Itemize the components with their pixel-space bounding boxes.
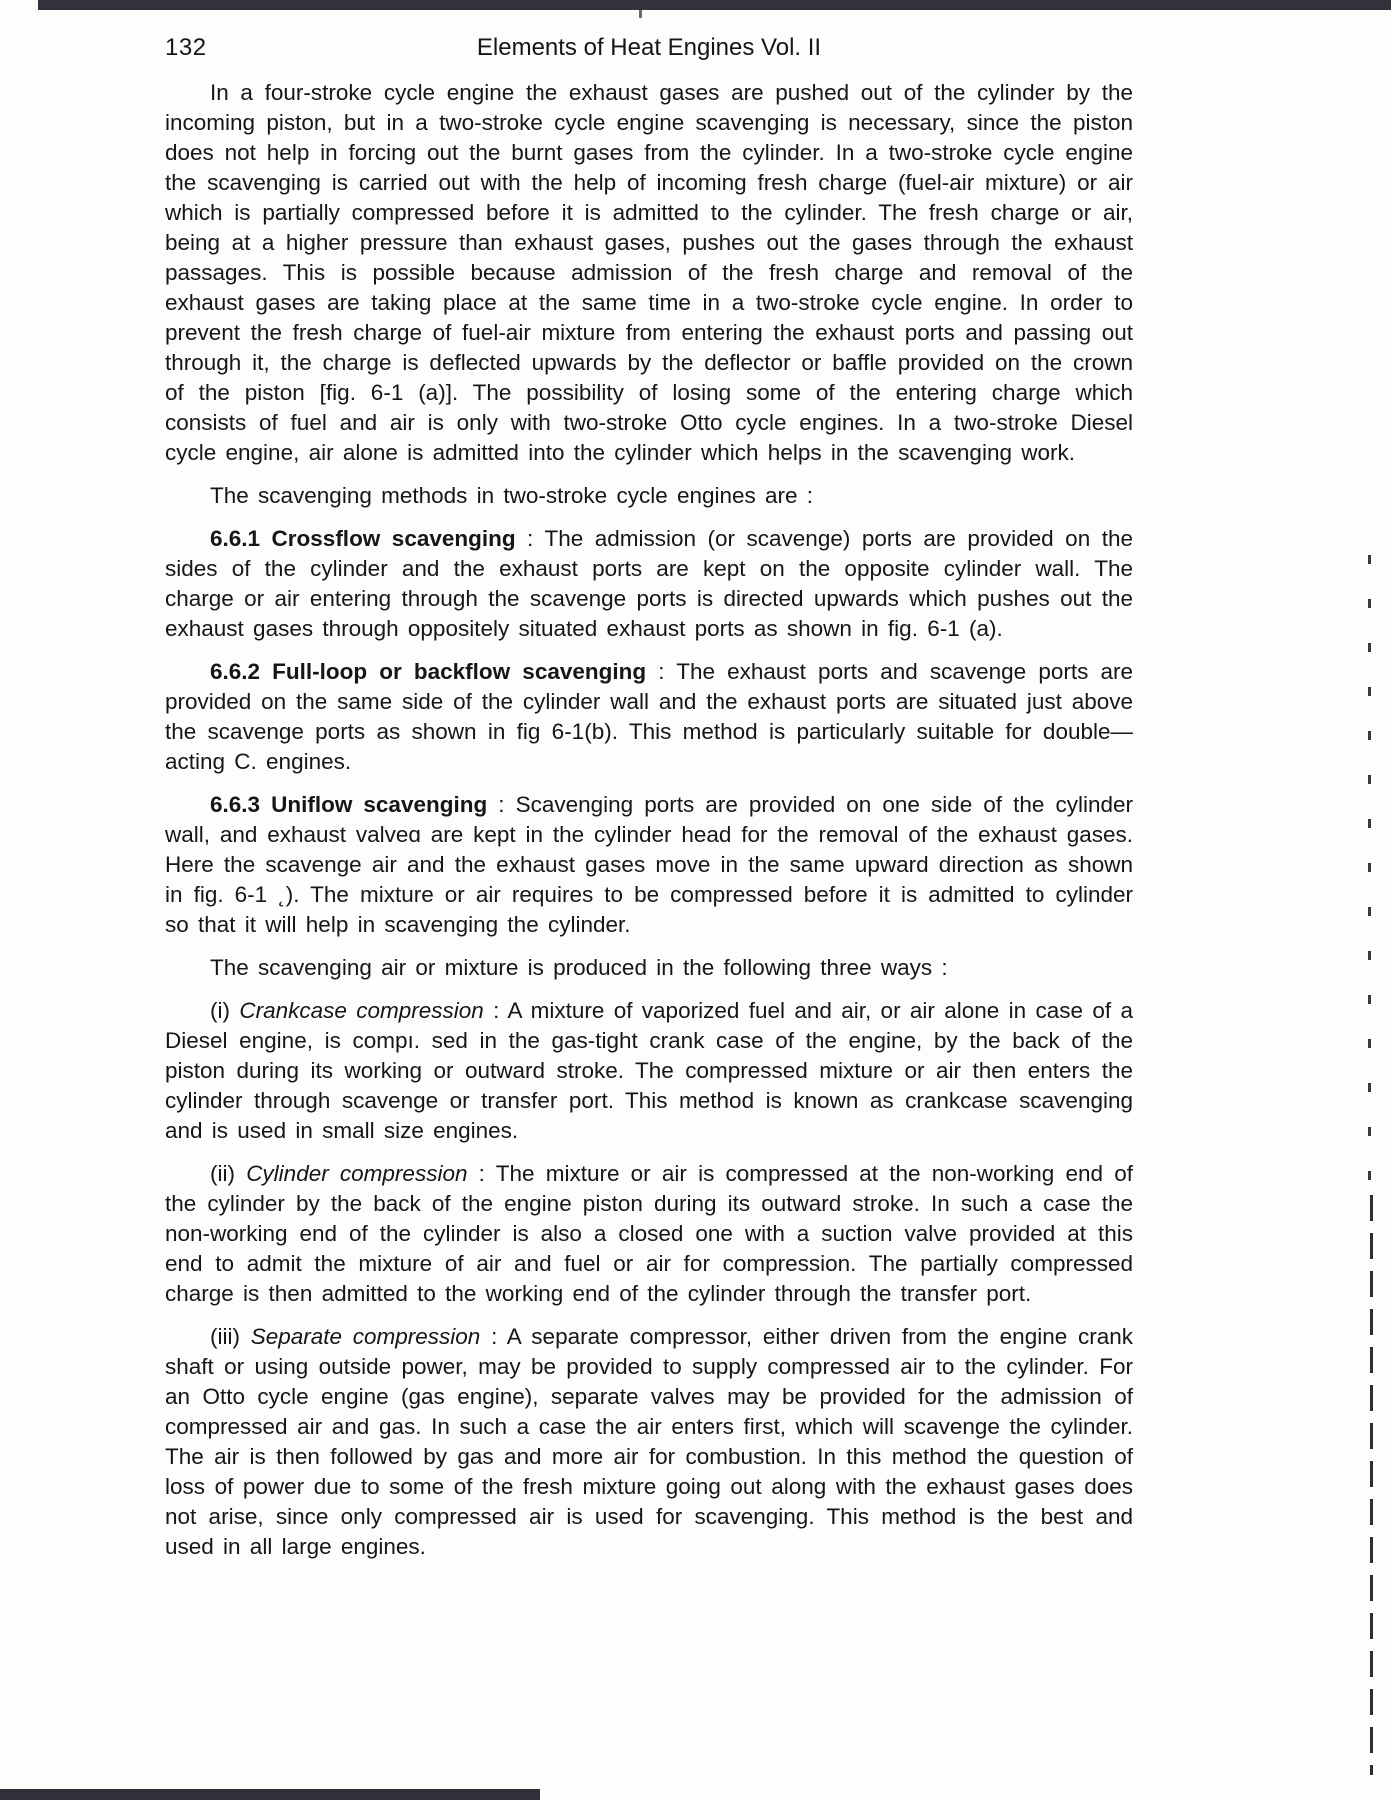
paragraph-ways-lead: The scavenging air or mixture is produced in the following three ways : xyxy=(210,955,948,980)
item-iii-marker: (iii) xyxy=(210,1324,251,1349)
running-header-title: Elements of Heat Engines Vol. II xyxy=(476,34,822,61)
item-crankcase-compression xyxy=(165,996,1133,1146)
item-ii-marker: (ii) xyxy=(210,1161,247,1186)
section-663-heading: 6.6.3 Uniflow scavenging xyxy=(210,792,488,817)
section-661-body: : The admission (or scavenge) ports are provided on the sides of the cylinder and the exhaust ports are kept on the opposite cylinder wall. The charge or air entering through the scavenge ports is directed upwards which pushes out the exhaust gases through oppositely situated exhaust ports as shown in fig. 6-1 (a). xyxy=(165,526,1133,641)
page-number: 132 xyxy=(165,34,207,61)
section-663-body: : Scavenging ports are provided on one side of the cylinder wall, and exhaust valveɑ are kept in the cylinder head for the removal of the exhaust gases. Here the scavenge air and the exhaust gases move in the same upward direction as shown in fig. 6-1 ˛). The mixture or air requires to be compressed before it is admitted to cylinder so that it will help in scavenging the cylinder. xyxy=(165,792,1133,937)
paragraph-methods-lead: The scavenging methods in two-stroke cycle engines are : xyxy=(210,483,814,508)
scan-artifact-right-margin-marks-upper xyxy=(1368,555,1371,1195)
item-ii-title: Cylinder compression xyxy=(246,1161,468,1186)
section-662 xyxy=(165,657,1133,777)
scan-artifact-bottom-bar xyxy=(0,1789,540,1800)
item-i-body: : A mixture of vaporized fuel and air, or air alone in case of a Diesel engine, is compı. sed in the gas-tight crank case of the engine, by the back of the piston during its working or outward stroke. The compressed mixture or air then enters the cylinder through scavenge or transfer port. This method is known as crankcase scavenging and is used in small size engines. xyxy=(165,998,1133,1143)
section-662-heading: 6.6.2 Full-loop or backflow scavenging xyxy=(210,659,647,684)
running-header xyxy=(165,34,1133,66)
item-iii-body: : A separate compressor, either driven from the engine crank shaft or using outside power, may be provided to supply compressed air to the cylinder. For an Otto cycle engine (gas engine), separate valves may be provided for the admission of compressed air and gas. In such a case the air enters first, which will scavenge the cylinder. The air is then followed by gas and more air for combustion. In this method the question of loss of power due to some of the fresh mixture going out along with the exhaust gases does not arise, since only compressed air is used for scavenging. This method is the best and used in all large engines. xyxy=(165,1324,1133,1559)
page-body xyxy=(165,78,1133,1575)
item-separate-compression xyxy=(165,1322,1133,1562)
item-i-marker: (i) xyxy=(210,998,240,1023)
scan-artifact-right-margin-marks-lower xyxy=(1370,1195,1373,1775)
section-663 xyxy=(165,790,1133,940)
item-i-title: Crankcase compression xyxy=(239,998,484,1023)
section-661 xyxy=(165,524,1133,644)
item-ii-body: : The mixture or air is compressed at the non-working end of the cylinder by the back of the engine piston during its outward stroke. In such a case the non-working end of the cylinder is also a closed one with a suction valve provided at this end to admit the mixture of air and fuel or air for compression. The partially compressed charge is then admitted to the working end of the cylinder through the transfer port. xyxy=(165,1161,1133,1306)
item-iii-title: Separate compression xyxy=(250,1324,481,1349)
section-662-body: : The exhaust ports and scavenge ports are provided on the same side of the cylinder wall and the exhaust ports are situated just above the scavenge ports as shown in fig 6-1(b). This method is particularly suitable for double—acting C. engines. xyxy=(165,659,1133,774)
scan-artifact-top-tick xyxy=(639,10,642,18)
scan-artifact-top-bar xyxy=(38,0,1391,10)
paragraph-intro: In a four-stroke cycle engine the exhaust gases are pushed out of the cylinder by the incoming piston, but in a two-stroke cycle engine scavenging is necessary, since the piston does not help in forcing out the burnt gases from the cylinder. In a two-stroke cycle engine the scavenging is carried out with the help of incoming fresh charge (fuel-air mixture) or air which is partially compressed before it is admitted to the cylinder. The fresh charge or air, being at a higher pressure than exhaust gases, pushes out the gases through the exhaust passages. This is possible because admission of the fresh charge and removal of the exhaust gases are taking place at the same time in a two-stroke cycle engine. In order to prevent the fresh charge of fuel-air mixture from entering the exhaust ports and passing out through it, the charge is deflected upwards by the deflector or baffle provided on the crown of the piston [fig. 6-1 (a)]. The possibility of losing some of the entering charge which consists of fuel and air is only with two-stroke Otto cycle engines. In a two-stroke Diesel cycle engine, air alone is admitted into the cylinder which helps in the scavenging work. xyxy=(165,80,1133,465)
item-cylinder-compression xyxy=(165,1159,1133,1309)
section-661-heading: 6.6.1 Crossflow scavenging xyxy=(210,526,516,551)
